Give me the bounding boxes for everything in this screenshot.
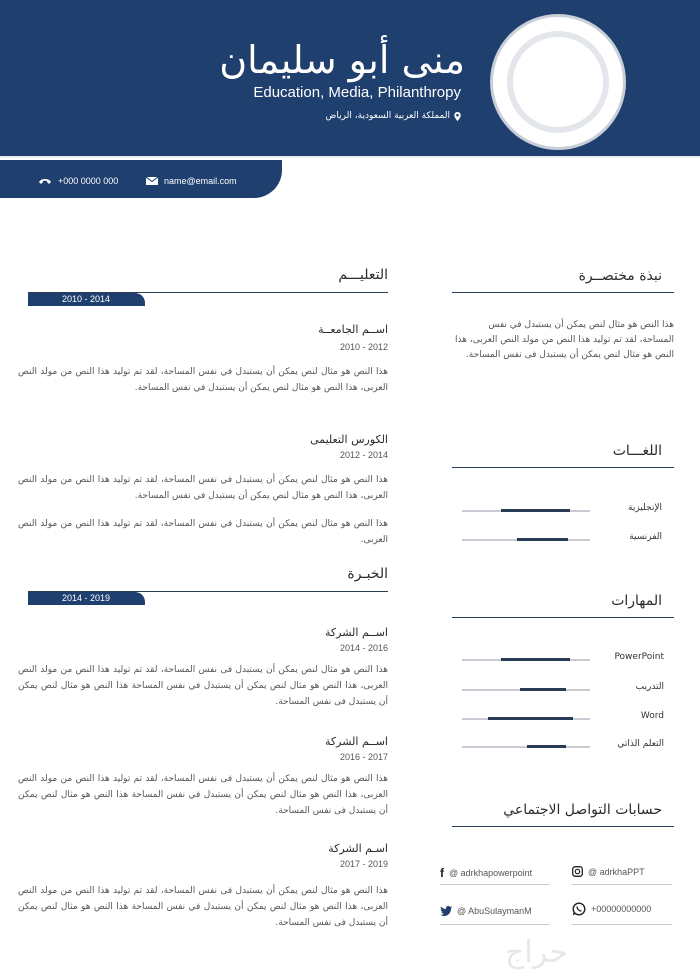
instagram-handle: @ adrkhaPPT (588, 866, 645, 877)
skill-level-bar (501, 658, 570, 661)
education-period-bar: 2010 - 2014 (28, 293, 145, 306)
summary-text: هذا النص هو مثال لنص يمكن أن يستبدل في نفس المساحة، لقد تم توليد هذا النص من مولد النص العربى، هذا النص هو مثال لنص يمكن أن يستبدل فى نفس المساحة. (455, 320, 674, 360)
skills-title: المهارات (611, 593, 662, 609)
language-label: الإنجليزية (628, 503, 662, 513)
education-entry-title: اســم الجامعــة (318, 323, 388, 336)
skill-track (462, 746, 590, 748)
twitter-link[interactable] (440, 906, 532, 916)
whatsapp-link[interactable] (572, 902, 651, 916)
experience-entry-date: 2016 - 2017 (339, 752, 388, 762)
phone-text: +000 0000 000 (58, 176, 119, 186)
education-entry-text: هذا النص هو مثال لنص يمكن أن يستبدل في نفس المساحة، لقد تم توليد هذا النص من مولد النص العربى، هذا النص هو مثال لنص يمكن أن يستبدل في نفس المساحة. (18, 475, 388, 501)
facebook-handle: @ adrkhapowerpoint (449, 868, 533, 878)
language-label: الفرنسية (629, 532, 662, 542)
person-role: Education, Media, Philanthropy (253, 84, 461, 101)
mail-icon (146, 177, 158, 185)
experience-entry-text: هذا النص هو مثال لنص يمكن أن يستبدل فى نفس المساحة، لقد تم توليد هذا النص من مولد النص العربى، هذا النص هو مثال لنص يمكن أن يستبدل في نفس المساحة هذا النص هو مثال لنص يمكن أن يستبدل فى نفس المساحة. (18, 886, 388, 928)
experience-title: الخبـرة (347, 566, 388, 582)
skill-level-bar (520, 688, 566, 691)
person-name: منى أبو سليمان (219, 38, 465, 82)
facebook-link[interactable] (440, 866, 532, 880)
education-entry-text: هذا النص هو مثال لنص يمكن أن يستبدل في نفس المساحة، لقد تم توليد هذا النص من مولد النص العربى. (18, 519, 388, 545)
skill-label: Word (640, 711, 664, 721)
language-level-bar (517, 538, 568, 541)
skill-level-bar (488, 717, 573, 720)
summary-title: نبذة مختصــرة (578, 268, 662, 284)
education-entry-date: 2010 - 2012 (339, 342, 388, 352)
skill-level-bar (527, 745, 566, 748)
education-entry-title: الكورس التعليمى (310, 433, 388, 446)
skill-label: التدريب (635, 682, 664, 692)
experience-entry-date: 2014 - 2016 (339, 643, 388, 653)
facebook-icon: f (440, 866, 444, 880)
experience-entry-title: اسـم الشركة (328, 842, 388, 855)
phone-contact[interactable] (38, 176, 118, 186)
languages-rule (452, 467, 674, 468)
social-divider (440, 924, 550, 925)
email-text: name@email.com (164, 176, 237, 186)
email-contact[interactable] (146, 176, 237, 186)
social-divider (440, 884, 550, 885)
education-entry-text: هذا النص هو مثال لنص يمكن أن يستبدل في نفس المساحة، لقد تم توليد هذا النص من مولد النص العربى، هذا النص هو مثال لنص يمكن أن يستبدل في نفس المساحة. (18, 367, 388, 393)
whatsapp-number: +00000000000 (591, 904, 652, 914)
language-level-bar (501, 509, 570, 512)
education-title: التعليـــم (338, 267, 388, 283)
header-divider (0, 156, 700, 158)
instagram-link[interactable] (572, 866, 645, 877)
twitter-icon (440, 906, 452, 916)
whatsapp-icon (572, 902, 586, 916)
skill-label: التعلم الذاتي (617, 739, 664, 749)
social-divider (572, 924, 672, 925)
location (326, 111, 461, 121)
skills-rule (452, 617, 674, 618)
experience-entry-title: اســم الشركة (325, 735, 388, 748)
languages-title: اللغـــات (612, 443, 662, 459)
experience-period-bar: 2014 - 2019 (28, 592, 145, 605)
skill-label: PowerPoint (614, 652, 664, 662)
experience-entry-text: هذا النص هو مثال لنص يمكن أن يستبدل فى نفس المساحة، لقد تم توليد هذا النص من مولد النص العربى، هذا النص هو مثال لنص يمكن أن يستبدل في نفس المساحة هذا النص هو مثال لنص يمكن أن يستبدل فى نفس المساحة. (18, 774, 388, 816)
watermark-logo: حراج (505, 935, 568, 970)
instagram-icon (572, 866, 583, 877)
social-title: حسابات التواصل الاجتماعي (503, 802, 662, 818)
education-entry-date: 2012 - 2014 (339, 450, 388, 460)
experience-entry-date: 2017 - 2019 (339, 859, 388, 869)
social-divider (572, 884, 672, 885)
profile-photo-frame (490, 14, 626, 150)
experience-entry-title: اســم الشركة (325, 626, 388, 639)
twitter-handle: @ AbuSulaymanM (457, 906, 532, 916)
phone-icon (38, 177, 52, 185)
experience-entry-text: هذا النص هو مثال لنص يمكن أن يستبدل فى نفس المساحة، لقد تم توليد هذا النص من مولد النص العربى، هذا النص هو مثال لنص يمكن أن يستبدل في نفس المساحة هذا النص هو مثال لنص يمكن أن يستبدل فى نفس المساحة. (18, 665, 388, 707)
social-rule (452, 826, 674, 827)
profile-photo (507, 31, 609, 133)
location-pin-icon (454, 112, 461, 121)
summary-rule (452, 292, 674, 293)
location-text: المملكة العربية السعودية، الرياض (325, 111, 450, 121)
